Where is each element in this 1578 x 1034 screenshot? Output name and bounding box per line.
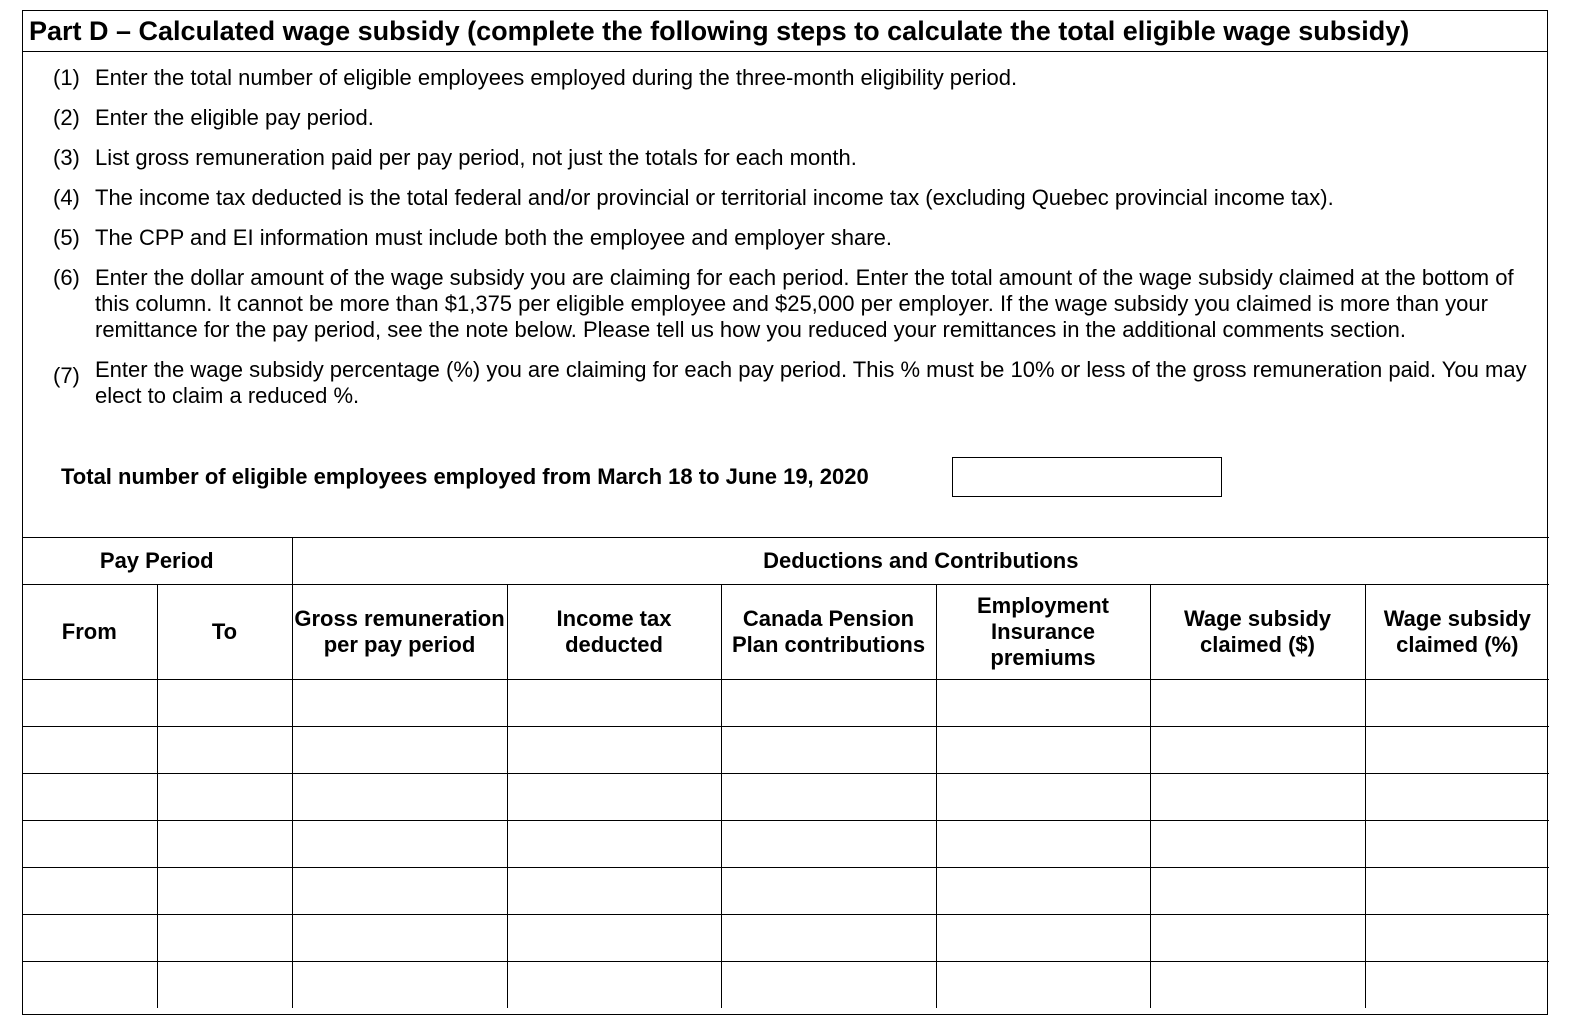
- ei-cell[interactable]: [936, 821, 1150, 868]
- gross-cell[interactable]: [292, 774, 507, 821]
- subsidy-dollar-cell[interactable]: [1150, 868, 1365, 915]
- ei-cell[interactable]: [936, 915, 1150, 962]
- step-text: Enter the total number of eligible employees employed during the three-month eligibility period.: [95, 65, 1018, 90]
- step-text: The income tax deducted is the total federal and/or provincial or territorial income tax (excluding Quebec provincial income tax).: [95, 185, 1334, 210]
- from-cell[interactable]: [22, 821, 157, 868]
- step-number: (2): [53, 105, 80, 130]
- table-group-header-row: [22, 538, 1549, 585]
- col-subsidy-dollar-header: Wage subsidy claimed ($): [1150, 585, 1365, 680]
- ei-cell[interactable]: [936, 727, 1150, 774]
- instruction-steps: [53, 65, 1548, 423]
- cpp-cell[interactable]: [721, 915, 936, 962]
- income-tax-cell[interactable]: [507, 821, 721, 868]
- total-employees-label: Total number of eligible employees employed from March 18 to June 19, 2020: [61, 464, 869, 489]
- step-number: (5): [53, 225, 80, 250]
- subsidy-dollar-cell[interactable]: [1150, 774, 1365, 821]
- step-number: (7): [53, 363, 80, 388]
- step-number: (6): [53, 265, 80, 290]
- ei-cell[interactable]: [936, 774, 1150, 821]
- income-tax-cell[interactable]: [507, 774, 721, 821]
- cpp-cell[interactable]: [721, 821, 936, 868]
- cpp-cell[interactable]: [721, 680, 936, 727]
- income-tax-cell[interactable]: [507, 868, 721, 915]
- table-row: [22, 868, 1549, 915]
- income-tax-cell[interactable]: [507, 727, 721, 774]
- col-ei-header: Employment Insurance premiums: [936, 585, 1150, 680]
- step-7: [53, 357, 1548, 409]
- part-d-form: [22, 10, 1548, 1015]
- to-cell[interactable]: [157, 868, 292, 915]
- subsidy-percent-cell[interactable]: [1365, 821, 1549, 868]
- step-text: Enter the dollar amount of the wage subsidy you are claiming for each period. Enter the total amount of the wage subsidy claimed at the bottom of this column. It cannot be more than $1,375 per eligible employee and $25,000 per employer. If the wage subsidy you claimed is more than your remittance for the pay period, see the note below. Please tell us how you reduced your remittances in the additional comments section.: [95, 265, 1514, 342]
- to-cell[interactable]: [157, 821, 292, 868]
- table-row: [22, 680, 1549, 727]
- subsidy-dollar-cell[interactable]: [1150, 915, 1365, 962]
- step-5: [53, 225, 1548, 251]
- income-tax-cell[interactable]: [507, 962, 721, 1009]
- income-tax-cell[interactable]: [507, 915, 721, 962]
- col-subsidy-percent-header: Wage subsidy claimed (%): [1365, 585, 1549, 680]
- gross-cell[interactable]: [292, 915, 507, 962]
- pay-period-header: Pay Period: [22, 538, 292, 585]
- to-cell[interactable]: [157, 680, 292, 727]
- col-income-tax-header: Income tax deducted: [507, 585, 721, 680]
- step-3: [53, 145, 1548, 171]
- to-cell[interactable]: [157, 915, 292, 962]
- cpp-cell[interactable]: [721, 727, 936, 774]
- from-cell[interactable]: [22, 774, 157, 821]
- subsidy-dollar-cell[interactable]: [1150, 821, 1365, 868]
- income-tax-cell[interactable]: [507, 680, 721, 727]
- step-number: (4): [53, 185, 80, 210]
- cpp-cell[interactable]: [721, 868, 936, 915]
- ei-cell[interactable]: [936, 962, 1150, 1009]
- subsidy-percent-cell[interactable]: [1365, 680, 1549, 727]
- gross-cell[interactable]: [292, 868, 507, 915]
- deductions-header: Deductions and Contributions: [292, 538, 1549, 585]
- table-row: [22, 727, 1549, 774]
- from-cell[interactable]: [22, 915, 157, 962]
- step-text: List gross remuneration paid per pay period, not just the totals for each month.: [95, 145, 857, 170]
- total-employees-input[interactable]: [952, 457, 1222, 497]
- subsidy-percent-cell[interactable]: [1365, 774, 1549, 821]
- from-cell[interactable]: [22, 868, 157, 915]
- total-employees-row: [61, 457, 869, 497]
- cpp-cell[interactable]: [721, 774, 936, 821]
- col-from-header: From: [22, 585, 157, 680]
- gross-cell[interactable]: [292, 962, 507, 1009]
- to-cell[interactable]: [157, 774, 292, 821]
- gross-cell[interactable]: [292, 680, 507, 727]
- col-gross-header: Gross remuneration per pay period: [292, 585, 507, 680]
- step-text: The CPP and EI information must include both the employee and employer share.: [95, 225, 892, 250]
- from-cell[interactable]: [22, 680, 157, 727]
- step-text: Enter the wage subsidy percentage (%) you are claiming for each pay period. This % must be 10% or less of the gross remuneration paid. You may elect to claim a reduced %.: [95, 357, 1527, 408]
- col-to-header: To: [157, 585, 292, 680]
- step-number: (3): [53, 145, 80, 170]
- subsidy-dollar-cell[interactable]: [1150, 727, 1365, 774]
- to-cell[interactable]: [157, 727, 292, 774]
- wage-subsidy-table: [22, 537, 1549, 1008]
- subsidy-percent-cell[interactable]: [1365, 962, 1549, 1009]
- subsidy-percent-cell[interactable]: [1365, 727, 1549, 774]
- table-row: [22, 821, 1549, 868]
- step-text: Enter the eligible pay period.: [95, 105, 374, 130]
- step-2: [53, 105, 1548, 131]
- from-cell[interactable]: [22, 962, 157, 1009]
- table-body: [22, 680, 1549, 1009]
- table-row: [22, 915, 1549, 962]
- to-cell[interactable]: [157, 962, 292, 1009]
- part-title: Part D – Calculated wage subsidy (complete the following steps to calculate the total eligible wage subsidy): [23, 11, 1547, 52]
- subsidy-percent-cell[interactable]: [1365, 915, 1549, 962]
- subsidy-percent-cell[interactable]: [1365, 868, 1549, 915]
- step-4: [53, 185, 1548, 211]
- gross-cell[interactable]: [292, 727, 507, 774]
- gross-cell[interactable]: [292, 821, 507, 868]
- subsidy-dollar-cell[interactable]: [1150, 962, 1365, 1009]
- ei-cell[interactable]: [936, 680, 1150, 727]
- step-1: [53, 65, 1548, 91]
- step-number: (1): [53, 65, 80, 90]
- table-column-header-row: [22, 585, 1549, 680]
- step-6: [53, 265, 1548, 343]
- table-row: [22, 962, 1549, 1009]
- subsidy-dollar-cell[interactable]: [1150, 680, 1365, 727]
- col-cpp-header: Canada Pension Plan contributions: [721, 585, 936, 680]
- cpp-cell[interactable]: [721, 962, 936, 1009]
- table-row: [22, 774, 1549, 821]
- ei-cell[interactable]: [936, 868, 1150, 915]
- from-cell[interactable]: [22, 727, 157, 774]
